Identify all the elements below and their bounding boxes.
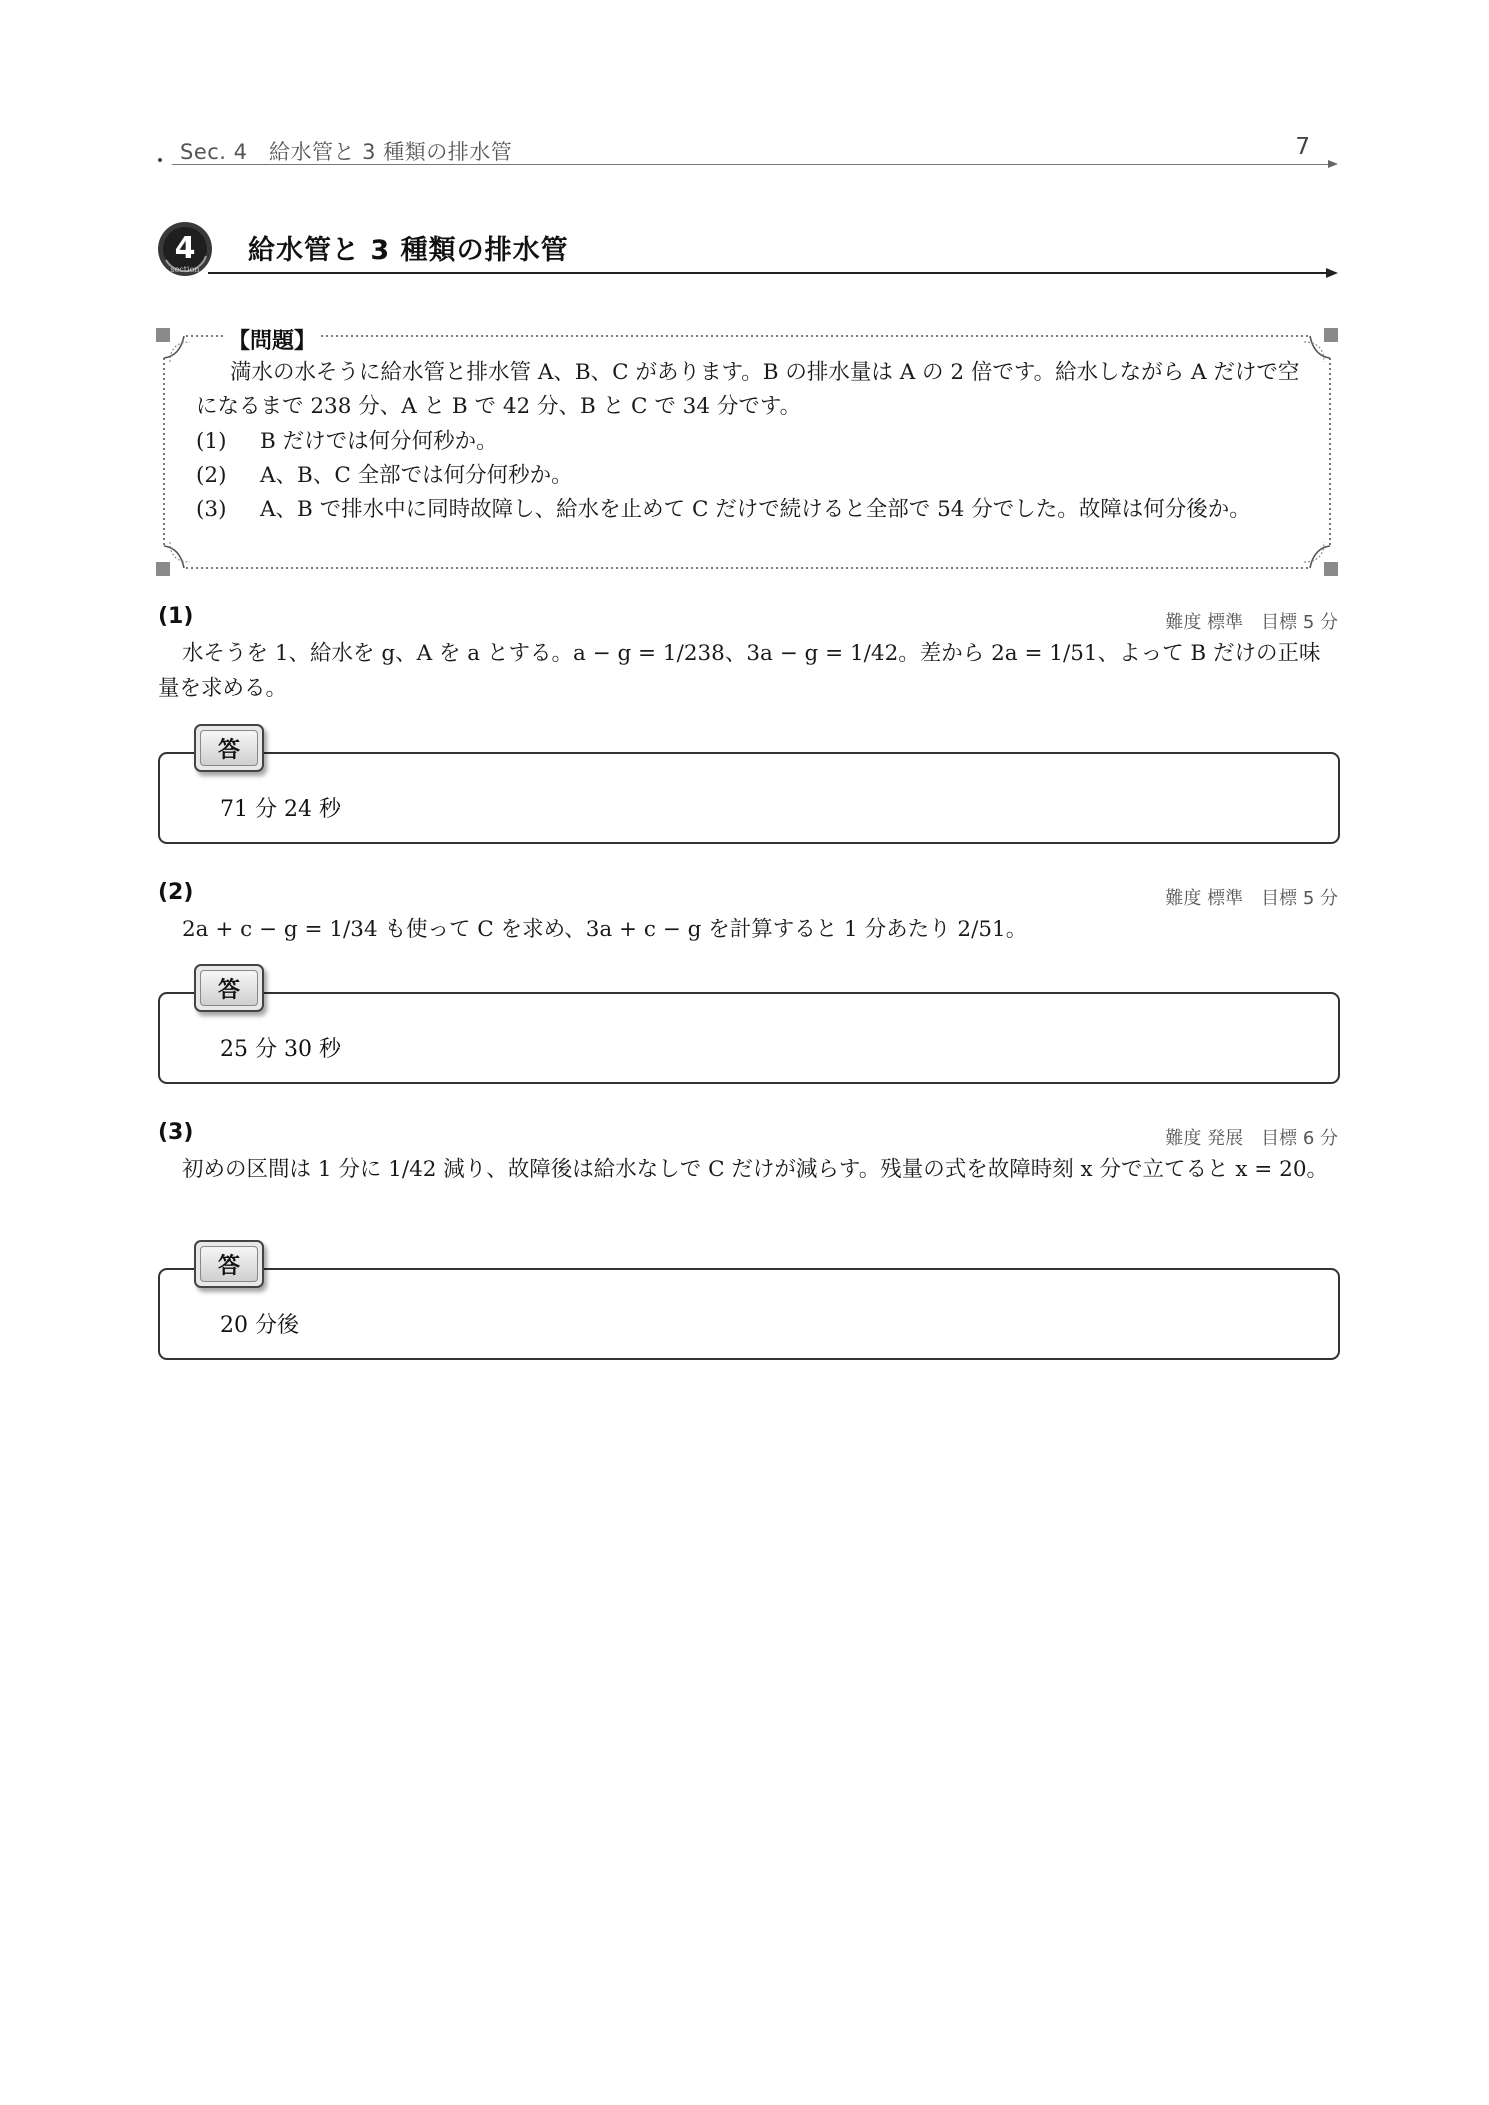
header-arrow-icon [1328,160,1338,168]
section-number: 4 [174,231,196,266]
answer-tab-1 [194,724,264,772]
section-rule [208,272,1328,274]
answer-text: 25 分 30 秒 [220,1037,341,1062]
subproblem-2-explanation [158,912,1338,947]
subproblem-1-header [158,604,1338,634]
answer-box-1 [158,752,1340,844]
answer-tab-label: 答 [217,1253,240,1279]
answer-tab-2 [194,964,264,1012]
running-title: Sec. 4 給水管と 3 種類の排水管 [180,140,513,164]
explanation-text: 2a + c − g = 1/34 も使って C を求め、3a + c − g を計算すると 1 分あたり 2/51。 [182,917,1028,942]
explanation-text: 水そうを 1、給水を g、A を a とする。a − g = 1/238、3a − g = 1/42。差から 2a = 1/51、よって B だけの正味量を求める。 [158,641,1321,701]
answer-box-2 [158,992,1340,1084]
answer-tab-label: 答 [217,977,240,1003]
answer-tab-3 [194,1240,264,1288]
question-number: (1) [196,429,227,454]
difficulty-meta: 難度 標準 目標 5 分 [1165,888,1338,909]
problem-label: 【問題】 [226,324,318,355]
question-text: A、B で排水中に同時故障し、給水を止めて C だけで続けると全部で 54 分でした。故障は何分後か。 [260,497,1251,522]
running-header [158,136,1338,166]
question-number: (2) [196,463,227,488]
explanation-text: 初めの区間は 1 分に 1/42 減り、故障後は給水なしで C だけが減らす。残量の式を故障時刻 x 分で立てると x = 20。 [182,1157,1328,1182]
subproblem-label: (1) [158,604,194,629]
page-number: 7 [1295,134,1310,160]
section-badge-icon [156,220,214,278]
section-badge-word: section [170,265,200,274]
subproblem-1-explanation [158,636,1338,706]
section-title: 給水管と 3 種類の排水管 [248,235,569,266]
header-bullet [158,158,162,162]
section-heading [156,214,1338,284]
problem-intro-text: 満水の水そうに給水管と排水管 A、B、C があります。B の排水量は A の 2 倍です。給水しながら A だけで空になるまで 238 分、A と B で 42 分、B と C で 34 分です。 [196,360,1300,419]
answer-text: 20 分後 [220,1313,299,1338]
answer-tab-label: 答 [217,737,240,763]
answer-text: 71 分 24 秒 [220,797,341,822]
question-text: A、B、C 全部では何分何秒か。 [260,463,573,488]
subproblem-3-header [158,1120,1338,1150]
difficulty-meta: 難度 標準 目標 5 分 [1165,612,1338,633]
subproblem-label: (3) [158,1120,194,1145]
difficulty-meta: 難度 発展 目標 6 分 [1165,1128,1338,1149]
answer-box-3 [158,1268,1340,1360]
subproblem-label: (2) [158,880,194,905]
question-text: B だけでは何分何秒か。 [260,429,498,454]
subproblem-3-explanation [158,1152,1338,1187]
subproblem-2-header [158,880,1338,910]
header-rule [172,164,1330,165]
question-number: (3) [196,497,227,522]
problem-box [156,328,1338,576]
problem-intro [196,356,1306,424]
section-arrow-icon [1326,268,1338,278]
